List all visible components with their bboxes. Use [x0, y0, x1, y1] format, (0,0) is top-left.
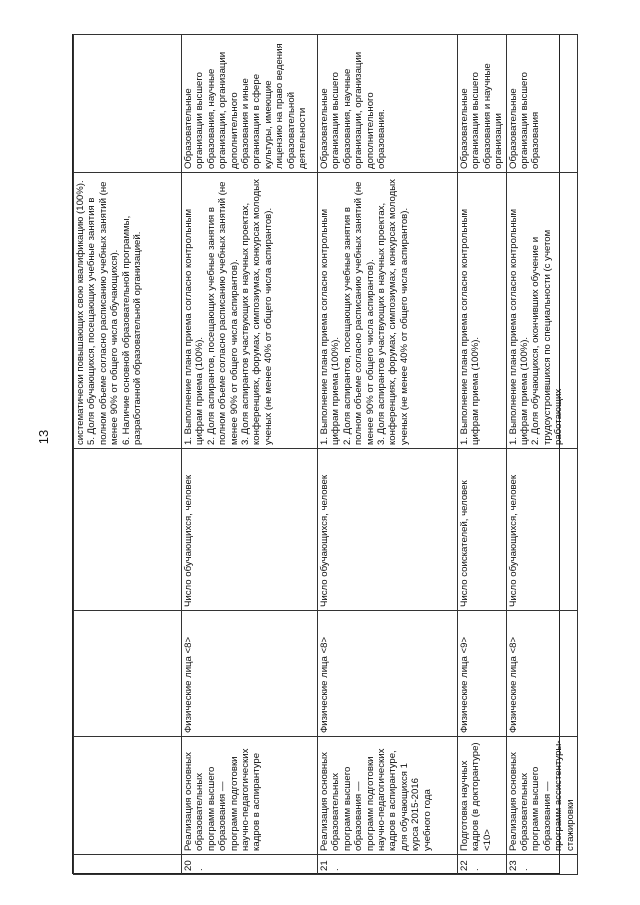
- quality-indicators-cell: [458, 173, 507, 449]
- providers-cell: [74, 35, 182, 173]
- quality-text: 1. Выполнение плана приема согласно контрольным цифрам приема (100%). 2. Доля аспирантов, посещающих учебные занятия в полном объеме согласно расписанию учебных занятий (не менее 90% от общего числа аспирантов). 3. Доля аспирантов участвующих в научных проектах, конференциях, форумах, симпозиумах, конкурсах молодых ученых (не менее 40% от общего числа аспирантов).: [183, 179, 274, 445]
- table-row-continuation: [74, 35, 182, 875]
- table-row-23: [506, 35, 577, 875]
- volume-indicator-cell: [74, 449, 182, 611]
- services-table-frame: [72, 34, 576, 874]
- service-name-cell: [74, 737, 182, 855]
- consumer-category-cell: Физические лица <8>: [182, 611, 318, 737]
- row-number-cell: [74, 855, 182, 875]
- quality-text: систематически повышающих свою квалификацию (100%). 5. Доля обучающихся, посещающих учебные занятия в полном объеме согласно расписанию учебных занятий (не менее 90% от общего числа обучающихся). 6. Наличие основной образовательной программы, разработанной образовательной организацией.: [75, 180, 144, 445]
- quality-indicators-cell: [318, 173, 458, 449]
- quality-text: 1. Выполнение плана приема согласно контрольным цифрам приема (100%). 2. Доля аспирантов, посещающих учебные занятия в полном объеме согласно расписанию учебных занятий (не менее 90% от общего числа аспирантов). 3. Доля аспирантов участвующих в научных проектах, конференциях, форумах, симпозиумах, конкурсах молодых ученых (не менее 40% от общего числа аспирантов).: [319, 179, 410, 445]
- volume-indicator-cell: Число обучающихся, человек: [506, 449, 577, 611]
- consumer-category-cell: Физические лица <8>: [506, 611, 577, 737]
- quality-indicators-cell: [182, 173, 318, 449]
- volume-indicator-cell: Число обучающихся, человек: [182, 449, 318, 611]
- volume-indicator-cell: Число обучающихся, человек: [318, 449, 458, 611]
- table-row-21: [318, 35, 458, 875]
- consumer-category-cell: [74, 611, 182, 737]
- page-number: 13: [36, 429, 51, 445]
- providers-cell: Образовательные организации высшего образования, научные организации, организации дополнительного образования и иные организации в сфере культуры, имеющие лицензию на право ведения образовательной деятельности: [182, 35, 318, 173]
- quality-indicators-cell: [74, 173, 182, 449]
- service-name-cell: Подготовка научных кадров (в докторантуре) <10>: [458, 737, 507, 855]
- quality-text: 1. Выполнение плана приема согласно контрольным цифрам приема (100%).: [459, 206, 482, 445]
- volume-indicator-cell: Число соискателей, человек: [458, 449, 507, 611]
- consumer-category-cell: Физические лица <8>: [318, 611, 458, 737]
- row-number-cell: 22.: [458, 855, 507, 875]
- services-table: [73, 34, 578, 875]
- row-number-cell: 23.: [506, 855, 577, 875]
- service-name-cell: Реализация основных образовательных программ высшего образования — программ подготовки научно-педагогических кадров в аспирантуре: [182, 737, 318, 855]
- table-row-22: [458, 35, 507, 875]
- consumer-category-cell: Физические лица <9>: [458, 611, 507, 737]
- rotated-page-content: [73, 35, 576, 875]
- service-name-cell: Реализация основных образовательных программ высшего образования — программ ассистентуры-стажировки: [506, 737, 577, 855]
- quality-indicators-cell: [506, 173, 577, 449]
- table-row-20: [182, 35, 318, 875]
- quality-text: 1. Выполнение плана приема согласно контрольным цифрам приема (100%). 2. Доля обучающихся, окончивших обучение и трудоустроившихся по специальности (с учетом работающих: [507, 208, 565, 445]
- service-name-cell: Реализация основных образовательных программ высшего образования — программ подготовки научно-педагогических кадров в аспирантуре, для обучающихся 1 курса 2015-2016 учебного года: [318, 737, 458, 855]
- providers-cell: Образовательные организации высшего образования: [506, 35, 577, 173]
- row-number-cell: 20.: [182, 855, 318, 875]
- providers-cell: Образовательные организации высшего образования и научные организации: [458, 35, 507, 173]
- providers-cell: Образовательные организации высшего образования, научные организации, организации дополнительного образования.: [318, 35, 458, 173]
- row-number-cell: 21.: [318, 855, 458, 875]
